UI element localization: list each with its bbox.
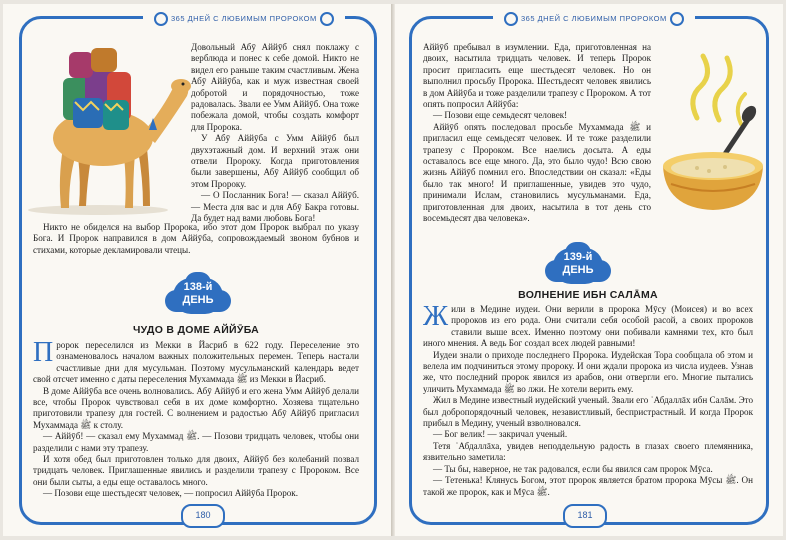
- body-paragraph: Иудеи знали о приходе последнего Пророка. Иудейская Тора сообщала об этом и велела им подчиниться этому пророку. И они ждали пророка из числа иудеев. Узнав же, что последний пророк явился из арабов, они отвергли его. Многие пытались уличить Мухаммада ﷺ во лжи. Не хотели верить ему.: [423, 349, 753, 394]
- intro-paragraph: Довольный Абӯ Аййӯб снял поклажу с верблюда и понес к себе домой. Никто не видел его раньше таким счастливым. Жена Абӯ Аййӯба, как и муж известная своей добротой и порядочностью, тоже радовалась. Звали ее Умм Аййӯб. Она тоже побежала домой, чтобы создать комфорт для Пророка.: [191, 42, 359, 132]
- header-title: 365 ДНЕЙ С ЛЮБИМЫМ ПРОРОКОМ: [521, 13, 667, 23]
- dropcap: П: [33, 337, 54, 368]
- intro-text-wide: [33, 222, 359, 256]
- top-text: [423, 42, 651, 225]
- body-paragraph: И хотя обед был приготовлен только для двоих, Аййӯб без колебаний позвал тридцать человек. Приглашенные явились и разделили трапезу с Пророком. Все они были сыты, а еды еще оставалось много.: [33, 454, 359, 487]
- section-title: ЧУДО В ДОМЕ АЙЙӮБА: [132, 324, 260, 336]
- section-text: [423, 301, 753, 498]
- body-paragraph: — Ты бы, наверное, не так радовался, если бы явился сам пророк Мӯса.: [433, 463, 713, 474]
- day-number: 138-й: [183, 281, 213, 293]
- running-header: [143, 9, 345, 25]
- body-paragraph: — Тетенька! Клянусь Богом, этот пророк является братом пророка Мӯсы ﷺ. Он такой же пророк, как и Мӯса ﷺ.: [423, 475, 753, 497]
- running-header: [493, 9, 695, 25]
- page-number: 180: [181, 504, 225, 528]
- day-word: ДЕНЬ: [182, 294, 214, 306]
- body-paragraph: В доме Аййӯба все очень волновались. Абӯ Аййӯб и его жена Умм Аййӯб делали все, чтобы Пророк чувствовал себя в их доме комфортно. Хозяева тщательно приготовили трапезу для гостей. С волнением и радостью Абӯ Аййӯб пригласил Мухаммада ﷺ к столу.: [33, 385, 359, 430]
- camel-illustration: [23, 38, 203, 218]
- header-title: 365 ДНЕЙ С ЛЮБИМЫМ ПРОРОКОМ: [171, 13, 317, 23]
- body-paragraph: Аййӯб опять последовал просьбе Мухаммада ﷺ и пригласил еще семьдесят человек. И те тоже разделили трапезу с Пророком. Все наелись досыта. А еды оставалось все еще много. Да, это было чудо! Всю свою жизнь Аййӯб помнил его. Впоследствии он сказал: «Еды было так много! И приглашенные, увидев это чудо, принимали Ислам, становились мусульманами. Еда, приготовленная для двоих, насытила в тот день сто восемьдесят два человека».: [423, 121, 652, 224]
- body-paragraph: — Аййӯб! — сказал ему Мухаммад ﷺ. — Позови тридцать человек, чтобы они разделили с нами эту трапезу.: [33, 431, 359, 453]
- dropcap: Ж: [423, 301, 449, 332]
- swirl-ornament-icon: [320, 12, 334, 26]
- body-paragraph: — Позови еще шестьдесят человек, — попросил Аййӯба Пророк.: [43, 488, 298, 499]
- body-paragraph: — Позови еще семьдесят человек!: [433, 110, 568, 121]
- first-paragraph: или в Медине иудеи. Они верили в пророка Мӯсу (Моисея) и во всех пророков из его рода. Они считали себя особой расой, а своих пророков ставили выше всех. Именно поэтому они побивали камнями тех, кто был иного мнения. А ведь Бог создал всех людей равными!: [423, 304, 753, 349]
- intro-paragraph: — О Посланник Бога! — сказал Аййӯб. — Места для вас и для Абӯ Бакра готовы. Да будет над вами любовь Бога!: [191, 190, 359, 224]
- body-paragraph: Жил в Медине известный иудейский ученый. Звали его ʿАбдаллāх ибн Салāм. Это был добропорядочный человек, независтливый, беспристрастный. И когда Пророк прибыл в Медину, ученый взволновался.: [423, 395, 753, 429]
- first-paragraph: ророк переселился из Мекки в Йасриб в 622 году. Переселение это ознаменовалось началом важных положительных перемен. Теперь настали счастливые дни для мусульман. Поэтому мусульманский календарь ведет свой отсчет именно с даты переселения Мухаммада ﷺ из Мекки в Йасриб.: [33, 340, 359, 385]
- day-badge: [545, 242, 611, 286]
- body-paragraph: Тетя ʿАбдаллāха, увидев неподдельную радость в глазах своего племянника, язвительно заметила:: [423, 440, 753, 463]
- section-title: ВОЛНЕНИЕ ИБН САЛА̄МА: [518, 289, 658, 301]
- page-number: 181: [563, 504, 607, 528]
- intro-text: [191, 42, 359, 225]
- swirl-ornament-icon: [670, 12, 684, 26]
- swirl-ornament-icon: [154, 12, 168, 26]
- intro-paragraph: Никто не обиделся на выбор Пророка, ибо этот дом Пророк выбрал по указу Бога. И Пророк направился в дом Аййӯба, сопровождаемый звоном бубнов и стихами, которые декламировали чтецы.: [33, 222, 359, 255]
- section-text: [33, 337, 359, 500]
- bowl-illustration: [657, 48, 769, 218]
- day-badge: [165, 272, 231, 316]
- intro-paragraph: У Абӯ Аййӯба с Умм Аййӯб был двухэтажный дом. И верхний этаж они отвели Пророку. Когда приготовления были завершены, Абӯ Аййӯб сообщил об этом Пророку.: [191, 133, 359, 189]
- body-paragraph: Аййӯб пребывал в изумлении. Еда, приготовленная на двоих, насытила тридцать человек. И теперь Пророк просит пригласить еще шестьдесят человек. Но он выполнил просьбу Пророка. Шестьдесят человек явились в дом Аййӯба и тоже разделили трапезу с Пророком. А тот опять попросил Аййӯба:: [423, 42, 651, 110]
- day-word: ДЕНЬ: [562, 264, 594, 276]
- right-page: [395, 4, 783, 536]
- body-paragraph: — Бог велик! — закричал ученый.: [433, 429, 568, 440]
- swirl-ornament-icon: [504, 12, 518, 26]
- left-page: [3, 4, 391, 536]
- day-number: 139-й: [563, 251, 593, 263]
